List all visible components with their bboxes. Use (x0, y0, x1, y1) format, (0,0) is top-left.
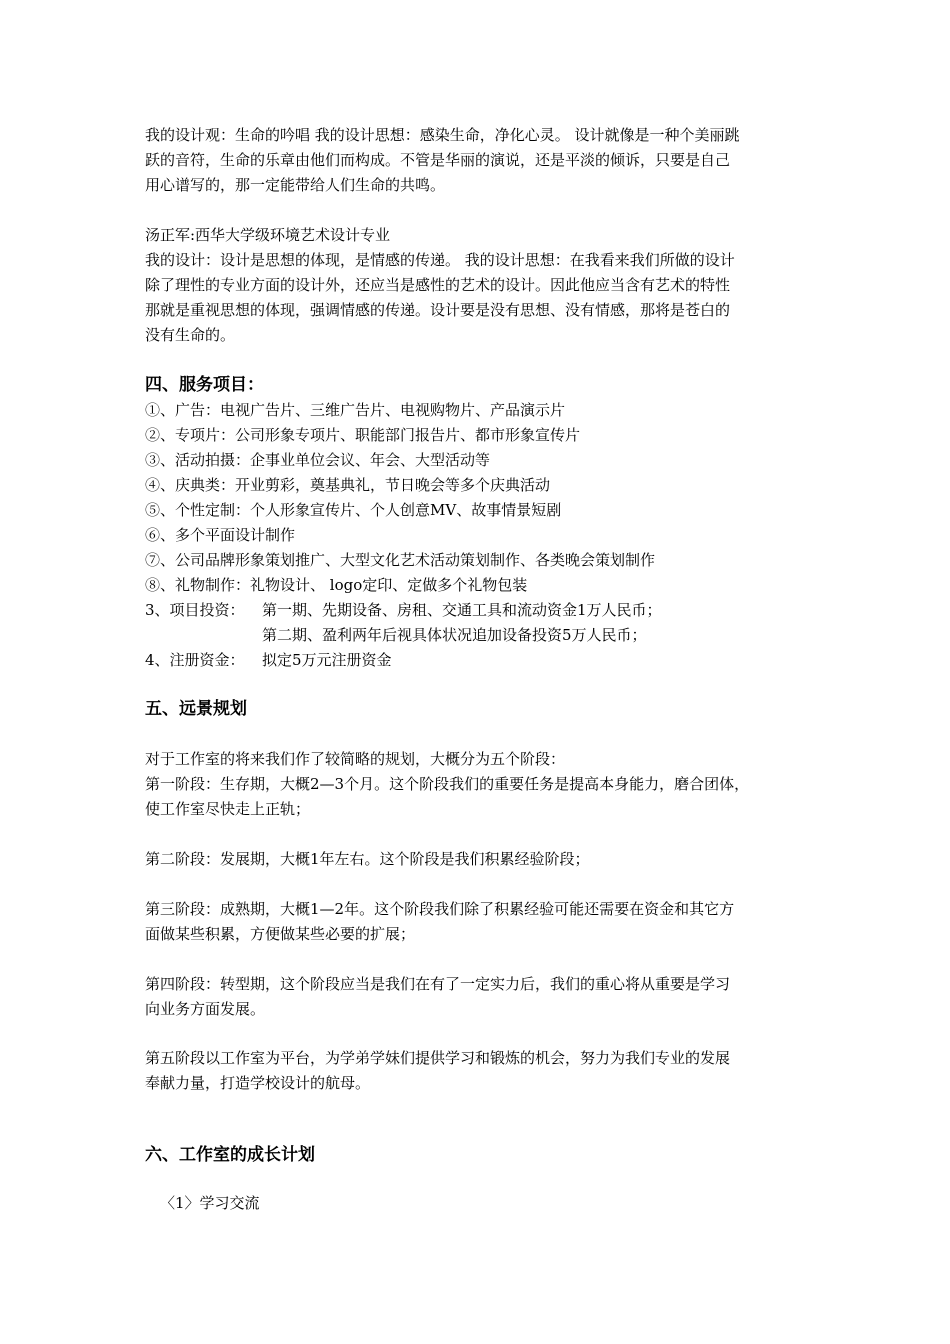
list-item: ④、庆典类：开业剪彩，奠基典礼，节日晚会等多个庆典活动 (145, 476, 551, 494)
investment-label: 3、项目投资： (145, 601, 245, 619)
stage-5-line: 第五阶段以工作室为平台，为学弟学妹们提供学习和锻炼的机会，努力为我们专业的发展 (145, 1049, 731, 1067)
intro-paragraph (145, 123, 825, 198)
profile-name: 汤正军:西华大学级环境艺术设计专业 (145, 226, 391, 244)
list-item: ⑧、礼物制作：礼物设计、 logo定印、定做多个礼物包装 (145, 576, 528, 594)
stage-2-block (145, 847, 825, 872)
vision-intro: 对于工作室的将来我们作了较简略的规划，大概分为五个阶段： (145, 750, 566, 768)
stage-3-line: 第三阶段：成熟期，大概1—2年。这个阶段我们除了积累经验可能还需要在资金和其它方 (145, 900, 735, 918)
stage-2-line: 第二阶段：发展期，大概1年左右。这个阶段是我们积累经验阶段； (145, 850, 590, 868)
stage-3-line: 面做某些积累，方便做某些必要的扩展； (145, 925, 416, 943)
investment-row (145, 598, 825, 623)
section-heading: 六、工作室的成长计划 (145, 1145, 315, 1165)
capital-row (145, 648, 825, 673)
text-line: 除了理性的专业方面的设计外，还应当是感性的艺术的设计。因此他应当含有艺术的特性 (145, 276, 731, 294)
stage-1-line: 使工作室尽快走上正轨； (145, 800, 311, 818)
list-item: ⑥、多个平面设计制作 (145, 526, 296, 544)
investment-phase1: 第一期、先期设备、房租、交通工具和流动资金1万人民币； (262, 601, 662, 619)
list-item: ②、专项片：公司形象专项片、职能部门报告片、都市形象宣传片 (145, 426, 581, 444)
profile-paragraph (145, 223, 825, 348)
subsection-learning: 〈1〉学习交流 (160, 1194, 260, 1212)
vision-intro-block (145, 747, 825, 822)
section-vision (145, 697, 825, 722)
list-item: ①、广告：电视广告片、三维广告片、电视购物片、产品演示片 (145, 401, 566, 419)
list-item: ③、活动拍摄：企事业单位会议、年会、大型活动等 (145, 451, 491, 469)
capital-value: 拟定5万元注册资金 (262, 651, 392, 669)
stage-5-line: 奉献力量，打造学校设计的航母。 (145, 1074, 371, 1092)
stage-4-line: 第四阶段：转型期，这个阶段应当是我们在有了一定实力后，我们的重心将从重要是学习 (145, 975, 731, 993)
stage-1-line: 第一阶段：生存期，大概2—3个月。这个阶段我们的重要任务是提高本身能力，磨合团体， (145, 775, 750, 793)
investment-phase2: 第二期、盈利两年后视具体状况追加设备投资5万人民币； (262, 626, 647, 644)
stage-3-block (145, 897, 825, 947)
section-heading: 五、远景规划 (145, 699, 247, 719)
list-item: ⑦、公司品牌形象策划推广、大型文化艺术活动策划制作、各类晚会策划制作 (145, 551, 656, 569)
stage-4-line: 向业务方面发展。 (145, 1000, 266, 1018)
text-line: 跃的音符，生命的乐章由他们而构成。不管是华丽的演说，还是平淡的倾诉，只要是自己 (145, 151, 731, 169)
text-line: 没有生命的。 (145, 326, 236, 344)
stage-5-block (145, 1046, 825, 1096)
text-line: 用心谱写的，那一定能带给人们生命的共鸣。 (145, 176, 446, 194)
text-line: 那就是重视思想的体现，强调情感的传递。设计要是没有思想、没有情感，那将是苍白的 (145, 301, 731, 319)
text-line: 我的设计：设计是思想的体现，是情感的传递。 我的设计思想：在我看来我们所做的设计 (145, 251, 735, 269)
text-line: 我的设计观：生命的吟唱 我的设计思想：感染生命，净化心灵。 设计就像是一种个美丽跳 (145, 126, 740, 144)
capital-label: 4、注册资金： (145, 651, 245, 669)
stage-4-block (145, 972, 825, 1022)
section-growth-plan (145, 1143, 825, 1168)
section-services (145, 373, 825, 673)
section-heading: 四、服务项目： (145, 375, 264, 395)
list-item: ⑤、个性定制：个人形象宣传片、个人创意MV、故事情景短剧 (145, 501, 562, 519)
